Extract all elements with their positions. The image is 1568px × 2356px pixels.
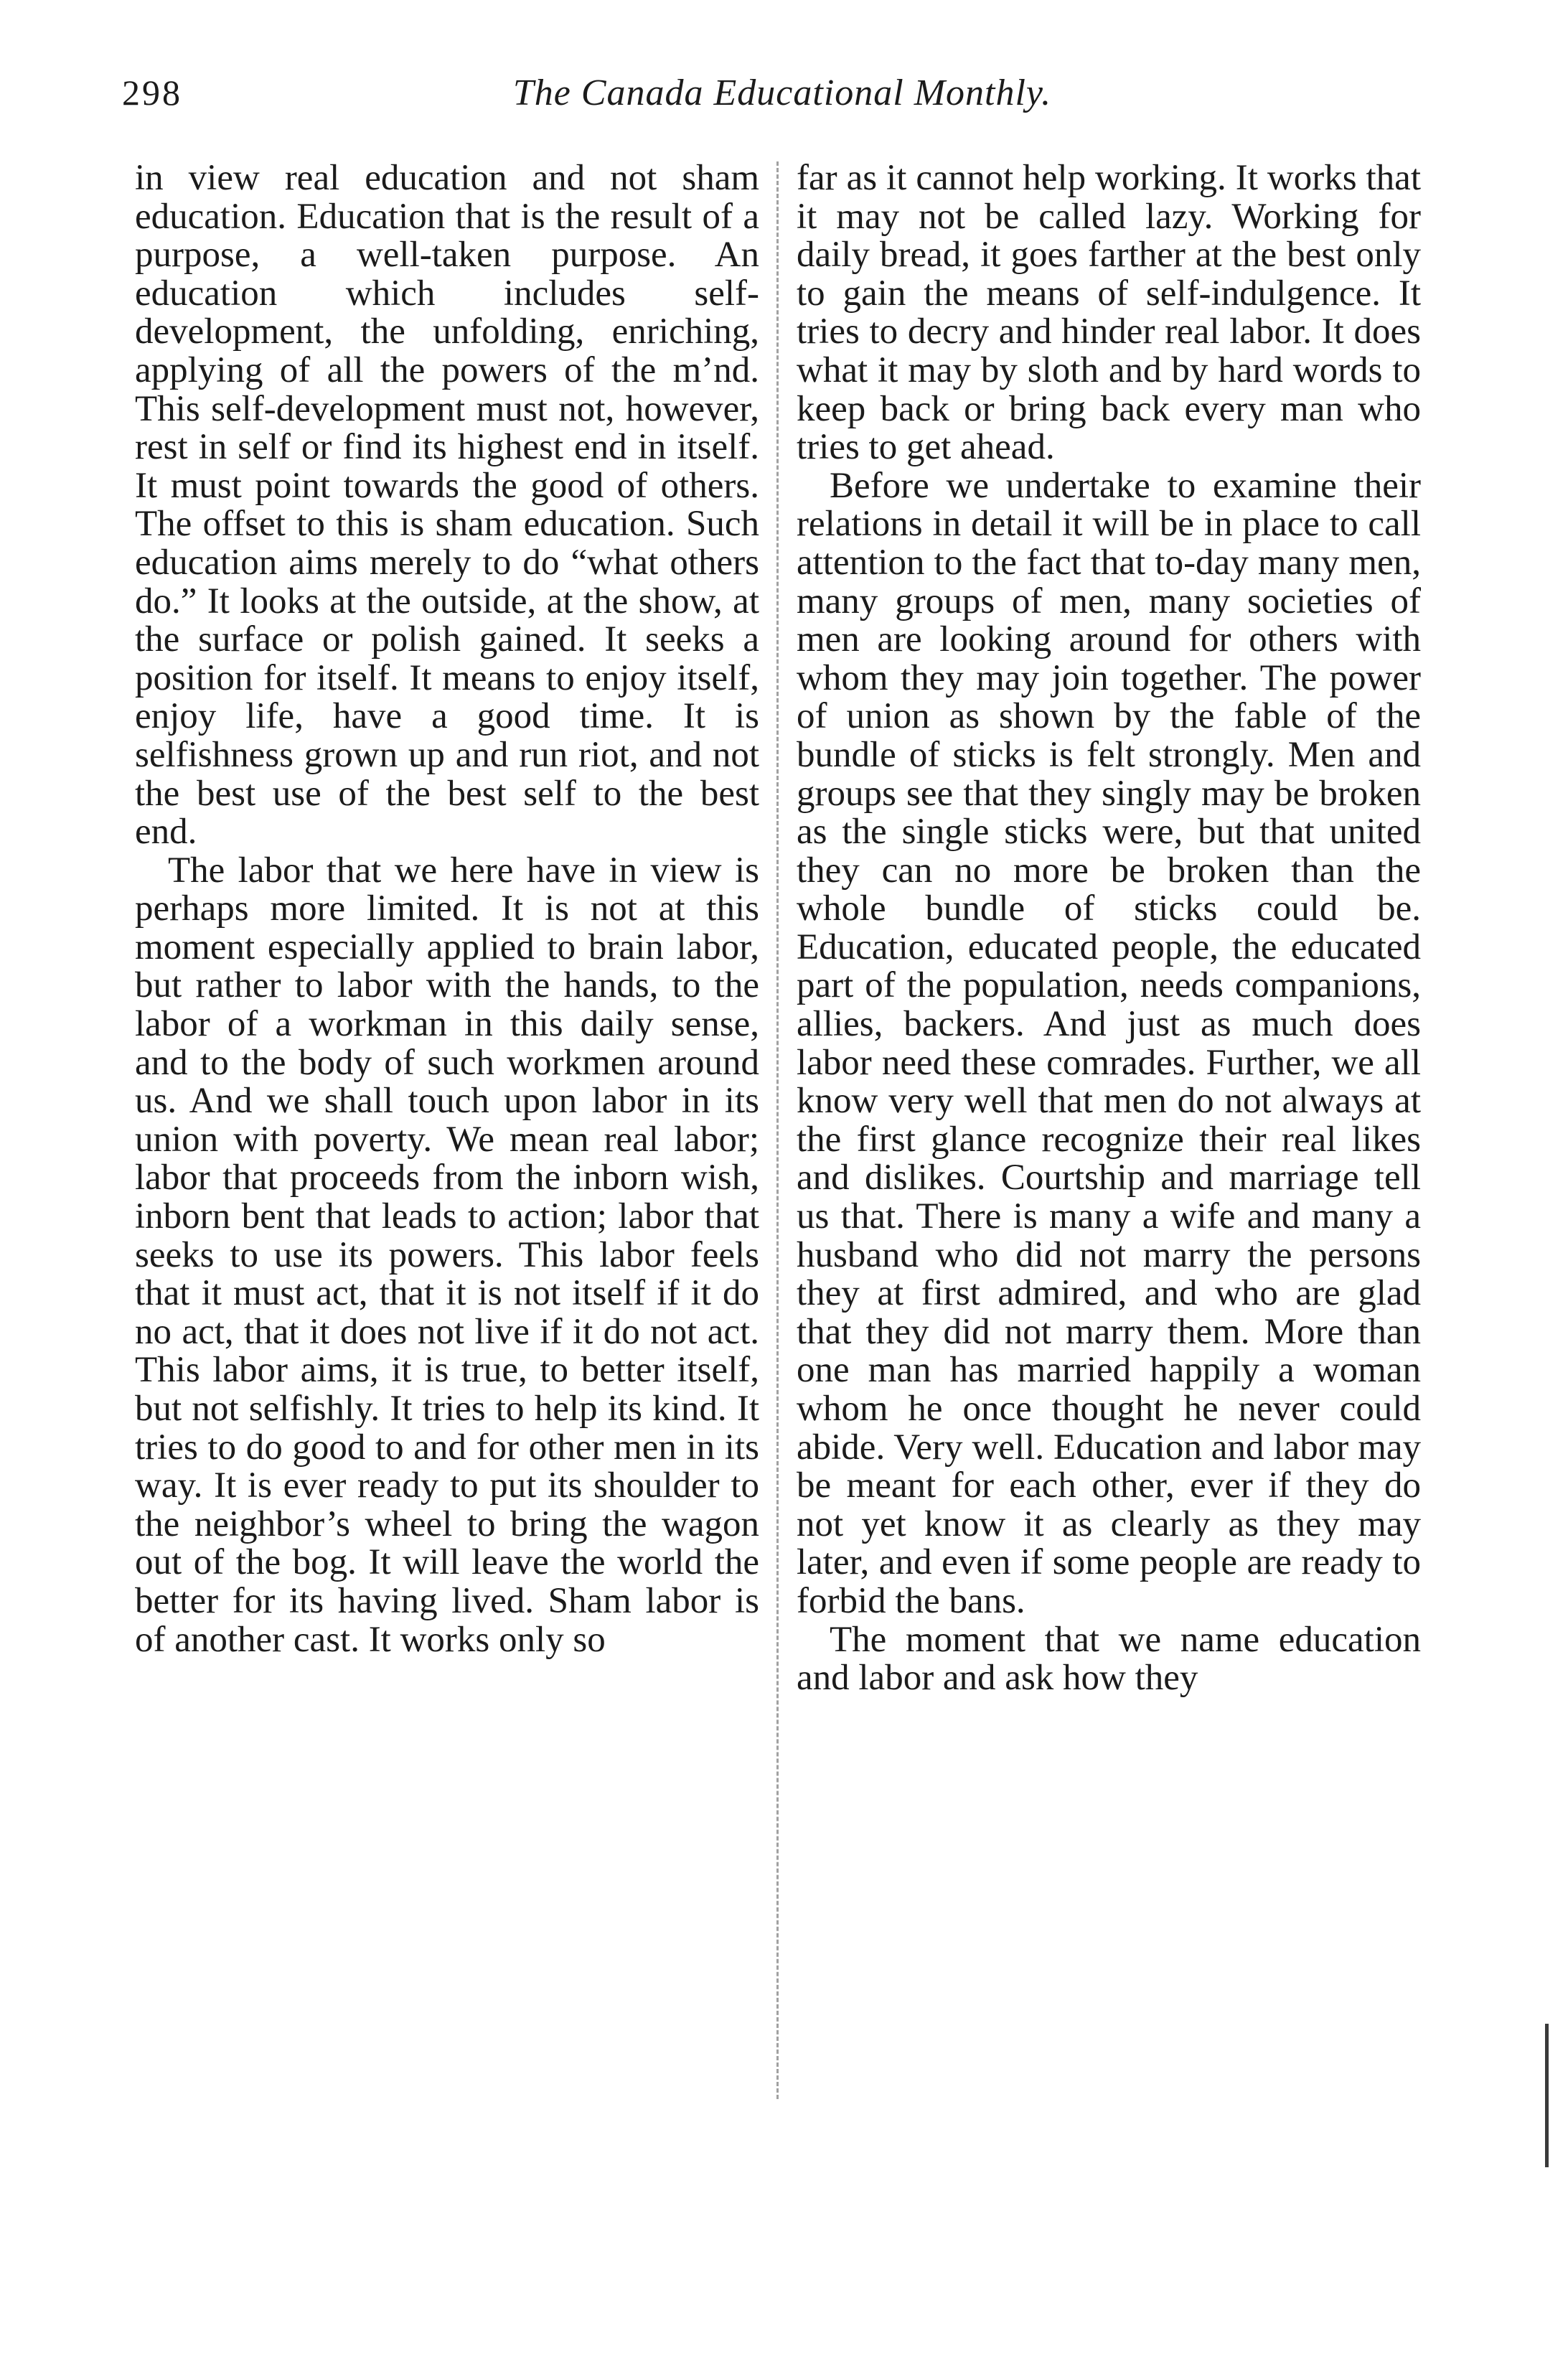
column-divider (776, 161, 779, 2099)
left-column (135, 159, 759, 1659)
page-edge-mark (1545, 2024, 1549, 2167)
paragraph-5: The moment that we name education and labor and ask how they (797, 1619, 1421, 1699)
paragraph-3: far as it cannot help working. It works that it may not be called lazy. Working for daily bread, it goes farther at the best only to gain the means of self-indulgence. It tries to decry and hinder real labor. It does what it may by sloth and by hard words to keep back or bring back every man who tries to get ahead. (797, 158, 1421, 468)
paragraph-4: Before we undertake to examine their relations in detail it will be in place to call attention to the fact that to-day many men, many groups of men, many societies of men are looking around for others with whom they may join together. The power of union as shown by the fable of the bundle of sticks is felt strongly. Men and groups see that they singly may be broken as the single sticks were, but that united they can no more be broken than the whole bundle of sticks could be. Education, educated people, the educated part of the population, needs companions, allies, backers. And just as much does labor need these comrades. Further, we all know very well that men do not always at the first glance recognize their real likes and dislikes. Courtship and marriage tell us that. There is many a wife and many a husband who did not marry the persons they at first admired, and who are glad that they did not marry them. More than one man has married happily a woman whom he once thought he never could abide. Very well. Education and labor may be meant for each other, ever if they do not yet know it as clearly as they may later, and even if some people are ready to forbid the bans. (797, 465, 1421, 1621)
right-column (797, 159, 1421, 1698)
paragraph-1: in view real education and not sham education. Education that is the result of a purpose, a well-taken purpose. An education which includes self-development, the unfolding, enriching, applying of all the powers of the m’nd. This self-development must not, however, rest in self or find its highest end in itself. It must point towards the good of others. The offset to this is sham education. Such education aims merely to do “what others do.” It looks at the outside, at the show, at the surface or polish gained. It seeks a position for itself. It means to enjoy itself, enjoy life, have a good time. It is selfishness grown up and run riot, and not the best use of the best self to the best end. (135, 158, 759, 853)
journal-title: The Canada Educational Monthly. (512, 72, 1052, 113)
running-head (122, 72, 1442, 129)
paragraph-2: The labor that we here have in view is perhaps more limited. It is not at this moment especially applied to brain labor, but rather to labor with the hands, to the labor of a workman in this daily sense, and to the body of such workmen around us. And we shall touch upon labor in its union with poverty. We mean real labor; labor that proceeds from the inborn wish, inborn bent that leads to action; labor that seeks to use its powers. This labor feels that it must act, that it is not itself if it do no act, that it does not live if it do not act. This labor aims, it is true, to better itself, but not selfishly. It tries to help its kind. It tries to do good to and for other men in its way. It is ever ready to put its shoulder to the neighbor’s wheel to bring the wagon out of the bog. It will leave the world the better for its having lived. Sham labor is of another cast. It works only so (135, 850, 759, 1660)
page-number: 298 (122, 72, 182, 113)
